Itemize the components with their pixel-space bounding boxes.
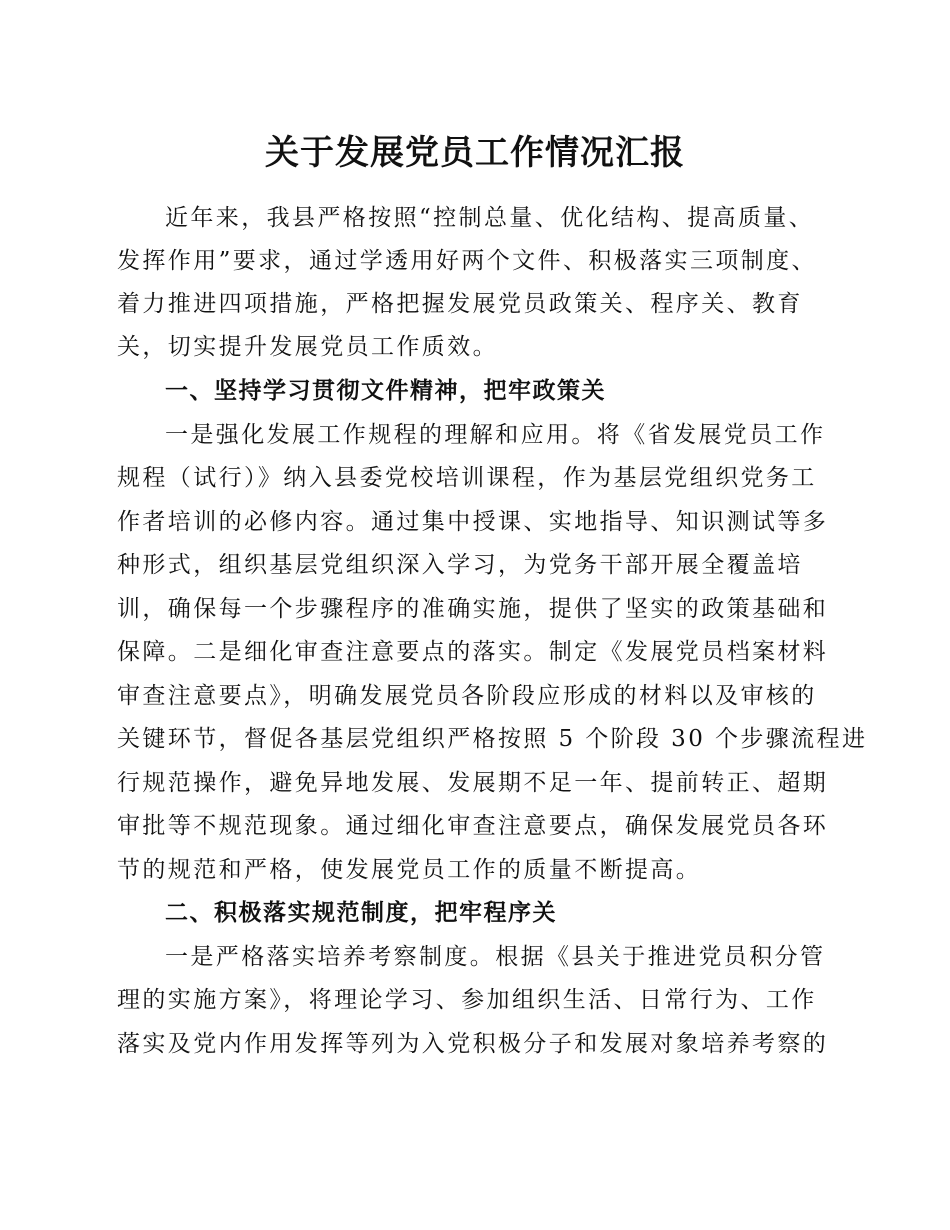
- paragraph-line: 近年来，我县严格按照“控制总量、优化结构、提高质量、: [165, 205, 815, 231]
- paragraph-line: 保障。二是细化审查注意要点的落实。制定《发展党员档案材料: [117, 639, 829, 665]
- section-heading-2: 二、积极落实规范制度，把牢程序关: [165, 900, 557, 926]
- paragraph-line: 训，确保每一个步骤程序的准确实施，提供了坚实的政策基础和: [117, 596, 829, 622]
- paragraph-line: 种形式，组织基层党组织深入学习，为党务干部开展全覆盖培: [117, 552, 803, 578]
- paragraph-line: 审查注意要点》，明确发展党员各阶段应形成的材料以及审核的: [117, 683, 817, 709]
- paragraph-line: 一是严格落实培养考察制度。根据《县关于推进党员积分管: [165, 944, 826, 970]
- document-title: 关于发展党员工作情况汇报: [265, 133, 685, 173]
- paragraph-line: 一是强化发展工作规程的理解和应用。将《省发展党员工作: [165, 422, 826, 448]
- paragraph-line: 关，切实提升发展党员工作质效。: [117, 334, 498, 360]
- paragraph-line: 规程（试行）》纳入县委党校培训课程，作为基层党组织党务工: [117, 465, 817, 491]
- paragraph-line: 作者培训的必修内容。通过集中授课、实地指导、知识测试等多: [117, 509, 829, 535]
- paragraph-line: 落实及党内作用发挥等列为入党积极分子和发展对象培养考察的: [117, 1031, 829, 1057]
- section-heading-1: 一、坚持学习贯彻文件精神，把牢政策关: [165, 378, 606, 404]
- paragraph-line: 行规范操作，避免异地发展、发展期不足一年、提前转正、超期: [117, 770, 829, 796]
- paragraph-line: 节的规范和严格，使发展党员工作的质量不断提高。: [117, 857, 702, 883]
- paragraph-line: 关键环节，督促各基层党组织严格按照 5 个阶段 30 个步骤流程进: [117, 726, 868, 752]
- paragraph-line: 发挥作用”要求，通过学透用好两个文件、积极落实三项制度、: [117, 248, 817, 274]
- paragraph-line: 审批等不规范现象。通过细化审查注意要点，确保发展党员各环: [117, 813, 829, 839]
- paragraph-line: 理的实施方案》，将理论学习、参加组织生活、日常行为、工作: [117, 987, 817, 1013]
- paragraph-line: 着力推进四项措施，严格把握发展党员政策关、程序关、教育: [117, 291, 803, 317]
